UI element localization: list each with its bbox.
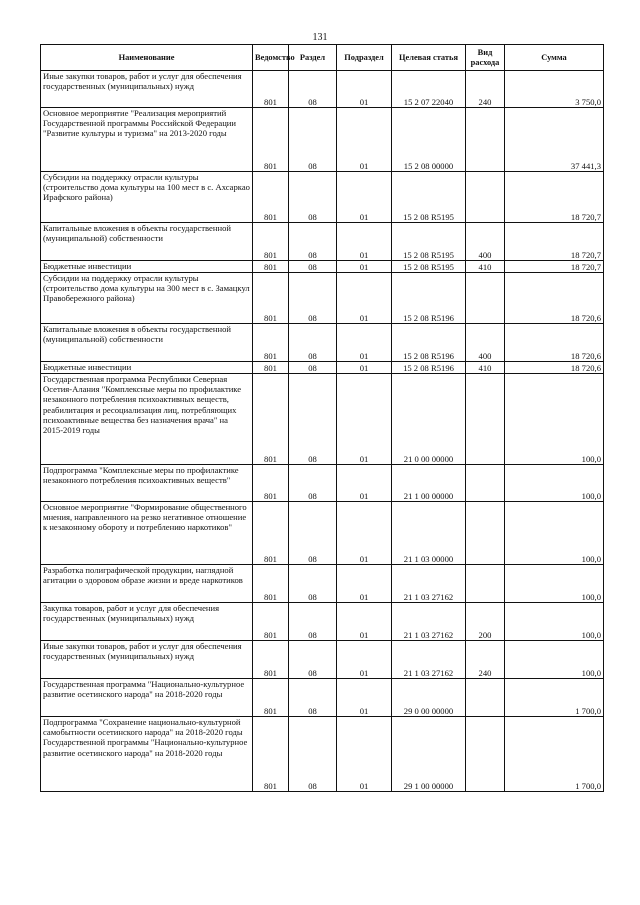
cell-amount: 1 700,0 [505, 679, 604, 717]
cell-name: Основное мероприятие "Формирование общественного мнения, направленного на резко негативное отношение к незаконному обороту и потреблению наркотиков" [41, 502, 253, 565]
cell-dept: 801 [253, 641, 289, 679]
cell-expense-type [466, 679, 505, 717]
table-row [41, 71, 604, 108]
cell-amount: 100,0 [505, 641, 604, 679]
cell-expense-type [466, 465, 505, 502]
cell-subsection: 01 [337, 641, 392, 679]
cell-section: 08 [289, 273, 337, 324]
cell-dept: 801 [253, 172, 289, 223]
cell-target: 15 2 08 R5196 [392, 362, 466, 374]
cell-subsection: 01 [337, 324, 392, 362]
table-row [41, 273, 604, 324]
cell-subsection: 01 [337, 362, 392, 374]
cell-name: Закупка товаров, работ и услуг для обеспечения государственных (муниципальных) нужд [41, 603, 253, 641]
cell-section: 08 [289, 502, 337, 565]
cell-subsection: 01 [337, 261, 392, 273]
table-row [41, 223, 604, 261]
cell-subsection: 01 [337, 71, 392, 108]
table-body [41, 71, 604, 792]
cell-expense-type: 410 [466, 362, 505, 374]
cell-dept: 801 [253, 108, 289, 172]
cell-amount: 18 720,7 [505, 261, 604, 273]
table-row [41, 261, 604, 273]
cell-expense-type [466, 374, 505, 465]
header-expense-type: Вид расхода [466, 45, 505, 71]
cell-dept: 801 [253, 717, 289, 792]
cell-section: 08 [289, 679, 337, 717]
cell-expense-type [466, 717, 505, 792]
cell-section: 08 [289, 108, 337, 172]
table-row [41, 374, 604, 465]
cell-section: 08 [289, 172, 337, 223]
cell-expense-type: 400 [466, 324, 505, 362]
cell-name: Бюджетные инвестиции [41, 261, 253, 273]
table-row [41, 641, 604, 679]
page-number: 131 [312, 32, 328, 43]
budget-table [40, 44, 604, 792]
cell-target: 29 1 00 00000 [392, 717, 466, 792]
cell-section: 08 [289, 465, 337, 502]
cell-target: 15 2 08 R5196 [392, 324, 466, 362]
cell-subsection: 01 [337, 108, 392, 172]
cell-name: Иные закупки товаров, работ и услуг для обеспечения государственных (муниципальных) нужд [41, 71, 253, 108]
cell-amount: 1 700,0 [505, 717, 604, 792]
cell-amount: 100,0 [505, 603, 604, 641]
cell-section: 08 [289, 324, 337, 362]
cell-subsection: 01 [337, 565, 392, 603]
cell-name: Субсидии на поддержку отрасли культуры (строительство дома культуры на 100 мест в с. Ахсаркао Ирафского района) [41, 172, 253, 223]
cell-section: 08 [289, 603, 337, 641]
header-amount: Сумма [505, 45, 604, 71]
cell-target: 21 1 03 27162 [392, 641, 466, 679]
cell-expense-type: 400 [466, 223, 505, 261]
cell-expense-type [466, 502, 505, 565]
header-subsection: Подраздел [337, 45, 392, 71]
cell-dept: 801 [253, 324, 289, 362]
cell-amount: 18 720,6 [505, 273, 604, 324]
cell-subsection: 01 [337, 273, 392, 324]
cell-section: 08 [289, 374, 337, 465]
table-row [41, 679, 604, 717]
header-target: Целевая статья [392, 45, 466, 71]
cell-name: Бюджетные инвестиции [41, 362, 253, 374]
table-row [41, 603, 604, 641]
cell-expense-type: 200 [466, 603, 505, 641]
cell-dept: 801 [253, 502, 289, 565]
cell-target: 15 2 08 R5196 [392, 273, 466, 324]
cell-dept: 801 [253, 565, 289, 603]
table-row [41, 362, 604, 374]
cell-target: 21 1 03 27162 [392, 603, 466, 641]
cell-subsection: 01 [337, 717, 392, 792]
cell-name: Иные закупки товаров, работ и услуг для обеспечения государственных (муниципальных) нужд [41, 641, 253, 679]
cell-name: Государственная программа "Национально-культурное развитие осетинского народа" на 2018-2020 годы [41, 679, 253, 717]
cell-subsection: 01 [337, 603, 392, 641]
header-section: Раздел [289, 45, 337, 71]
cell-dept: 801 [253, 465, 289, 502]
cell-amount: 100,0 [505, 374, 604, 465]
cell-subsection: 01 [337, 172, 392, 223]
cell-dept: 801 [253, 223, 289, 261]
cell-target: 21 1 03 27162 [392, 565, 466, 603]
cell-section: 08 [289, 717, 337, 792]
table-row [41, 172, 604, 223]
header-name: Наименование [41, 45, 253, 71]
cell-subsection: 01 [337, 679, 392, 717]
cell-name: Разработка полиграфической продукции, наглядной агитации о здоровом образе жизни и вреде наркотиков [41, 565, 253, 603]
cell-dept: 801 [253, 261, 289, 273]
cell-target: 15 2 08 R5195 [392, 261, 466, 273]
cell-section: 08 [289, 641, 337, 679]
table-row [41, 502, 604, 565]
cell-section: 08 [289, 261, 337, 273]
cell-section: 08 [289, 565, 337, 603]
cell-dept: 801 [253, 679, 289, 717]
cell-expense-type: 240 [466, 71, 505, 108]
cell-dept: 801 [253, 273, 289, 324]
cell-expense-type [466, 172, 505, 223]
cell-name: Подпрограмма "Комплексные меры по профилактике незаконного потребления психоактивных веществ" [41, 465, 253, 502]
cell-target: 21 1 03 00000 [392, 502, 466, 565]
cell-expense-type: 410 [466, 261, 505, 273]
cell-expense-type [466, 108, 505, 172]
cell-target: 29 0 00 00000 [392, 679, 466, 717]
cell-target: 21 1 00 00000 [392, 465, 466, 502]
cell-name: Капитальные вложения в объекты государственной (муниципальной) собственности [41, 324, 253, 362]
table-row [41, 324, 604, 362]
cell-section: 08 [289, 223, 337, 261]
cell-target: 15 2 08 00000 [392, 108, 466, 172]
table-row [41, 108, 604, 172]
cell-expense-type [466, 565, 505, 603]
cell-target: 15 2 08 R5195 [392, 172, 466, 223]
table-header-row [41, 45, 604, 71]
cell-subsection: 01 [337, 502, 392, 565]
cell-amount: 100,0 [505, 502, 604, 565]
cell-expense-type: 240 [466, 641, 505, 679]
cell-name: Государственная программа Республики Северная Осетия-Алания "Комплексные меры по профилактике незаконного потребления психоактивных веществ, реабилитация и ресоциализация лиц, потребляющих психоактивные вещества без назначения врача" на 2015-2019 годы [41, 374, 253, 465]
cell-dept: 801 [253, 71, 289, 108]
cell-dept: 801 [253, 603, 289, 641]
cell-amount: 100,0 [505, 565, 604, 603]
cell-amount: 18 720,6 [505, 362, 604, 374]
cell-name: Подпрограмма "Сохранение национально-культурной самобытности осетинского народа" на 2018-2020 годы Государственной программы "Национально-культурное развитие осетинского народа" на 2018-2020 годы [41, 717, 253, 792]
cell-subsection: 01 [337, 465, 392, 502]
cell-amount: 100,0 [505, 465, 604, 502]
cell-dept: 801 [253, 362, 289, 374]
cell-amount: 18 720,7 [505, 172, 604, 223]
cell-amount: 3 750,0 [505, 71, 604, 108]
cell-amount: 18 720,6 [505, 324, 604, 362]
cell-amount: 18 720,7 [505, 223, 604, 261]
table-row [41, 465, 604, 502]
table-row [41, 717, 604, 792]
cell-target: 15 2 08 R5195 [392, 223, 466, 261]
cell-amount: 37 441,3 [505, 108, 604, 172]
cell-dept: 801 [253, 374, 289, 465]
cell-subsection: 01 [337, 374, 392, 465]
cell-target: 15 2 07 22040 [392, 71, 466, 108]
cell-name: Основное мероприятие "Реализация мероприятий Государственной программы Российской Федерации "Развитие культуры и туризма" на 2013-2020 годы [41, 108, 253, 172]
cell-expense-type [466, 273, 505, 324]
cell-name: Субсидии на поддержку отрасли культуры (строительство дома культуры на 300 мест в с. Замацкул Правобережного района) [41, 273, 253, 324]
table-row [41, 565, 604, 603]
cell-section: 08 [289, 362, 337, 374]
cell-name: Капитальные вложения в объекты государственной (муниципальной) собственности [41, 223, 253, 261]
cell-section: 08 [289, 71, 337, 108]
cell-subsection: 01 [337, 223, 392, 261]
header-dept: Ведомство [253, 45, 289, 71]
cell-target: 21 0 00 00000 [392, 374, 466, 465]
